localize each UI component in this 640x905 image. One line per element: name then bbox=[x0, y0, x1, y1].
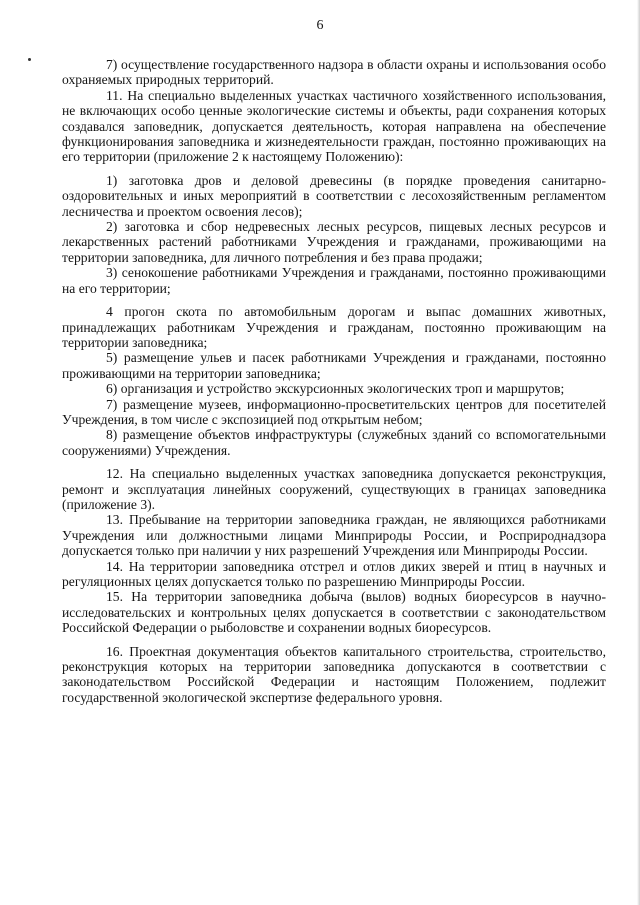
paragraph-11-item-5: 5) размещение ульев и пасек работниками Учреждения и гражданами, постоянно проживающими на территории заповедника; bbox=[62, 350, 606, 381]
paragraph-11-item-6: 6) организация и устройство экскурсионных экологических троп и маршрутов; bbox=[106, 381, 565, 397]
paragraph-11-item-8: 8) размещение объектов инфраструктуры (служебных зданий со вспомогательными сооружениями) Учреждения. bbox=[62, 427, 606, 458]
paragraph-14: 14. На территории заповедника отстрел и отлов диких зверей и птиц в научных и регуляционных целях допускается только по разрешению Минприроды России. bbox=[62, 558, 606, 589]
scan-dot bbox=[28, 58, 31, 61]
paragraph-15: 15. На территории заповедника добыча (вылов) водных биоресурсов в научно-исследовательских и контрольных целях допускается в соответствии с законодательством Российской Федерации о рыболовстве и сохранении водных биоресурсов. bbox=[62, 589, 606, 636]
paragraph-11-item-4: 4 прогон скота по автомобильным дорогам и выпас домашних животных, принадлежащих работникам Учреждения и гражданам, постоянно проживающим на территории заповедника; bbox=[62, 304, 606, 350]
paragraph-11-item-1: 1) заготовка дров и деловой древесины (в порядке проведения санитарно-оздоровительных и иных мероприятий в соответствии с лесохозяйственным регламентом лесничества и проектом освоения лесов); bbox=[62, 172, 606, 219]
document-body bbox=[62, 57, 606, 705]
paragraph-16: 16. Проектная документация объектов капитального строительства, строительство, реконструкция которых на территории заповедника допускаются в соответствии с законодательством Российской Федерации и настоящим Положением, подлежит государственной экологической экспертизе федерального уровня. bbox=[62, 643, 606, 705]
paragraph-11-item-7: 7) размещение музеев, информационно-просветительских центров для посетителей Учреждения, в том числе с экспозицией под открытым небом; bbox=[62, 396, 606, 427]
paragraph-11-item-2: 2) заготовка и сбор недревесных лесных ресурсов, пищевых лесных ресурсов и лекарственных растений работниками Учреждения и гражданами, проживающими на территории заповедника, для личного потребления и без права продажи; bbox=[62, 219, 606, 265]
page-number: 6 bbox=[316, 18, 324, 33]
paragraph-12: 12. На специально выделенных участках заповедника допускается реконструкция, ремонт и эксплуатация линейных сооружений, существующих в границах заповедника (приложение 3). bbox=[62, 466, 606, 512]
paragraph-10-item-7: 7) осуществление государственного надзора в области охраны и использования особо охраняемых природных территорий. bbox=[62, 57, 606, 88]
paragraph-11: 11. На специально выделенных участках частичного хозяйственного использования, не включающих особо ценные экологические системы и объекты, ради сохранения которых создавался заповедник, допускается деятельность, которая направлена на обеспечение функционирования заповедника и жизнедеятельности граждан, постоянно проживающих на его территории (приложение 2 к настоящему Положению): bbox=[62, 87, 606, 165]
paragraph-13: 13. Пребывание на территории заповедника граждан, не являющихся работниками Учреждения или должностными лицами Минприроды России, и Росприроднадзора допускается только при наличии у них разрешений Учреждения или Минприроды России. bbox=[62, 512, 606, 559]
paragraph-11-item-3: 3) сенокошение работниками Учреждения и гражданами, постоянно проживающими на его территории; bbox=[62, 265, 606, 296]
